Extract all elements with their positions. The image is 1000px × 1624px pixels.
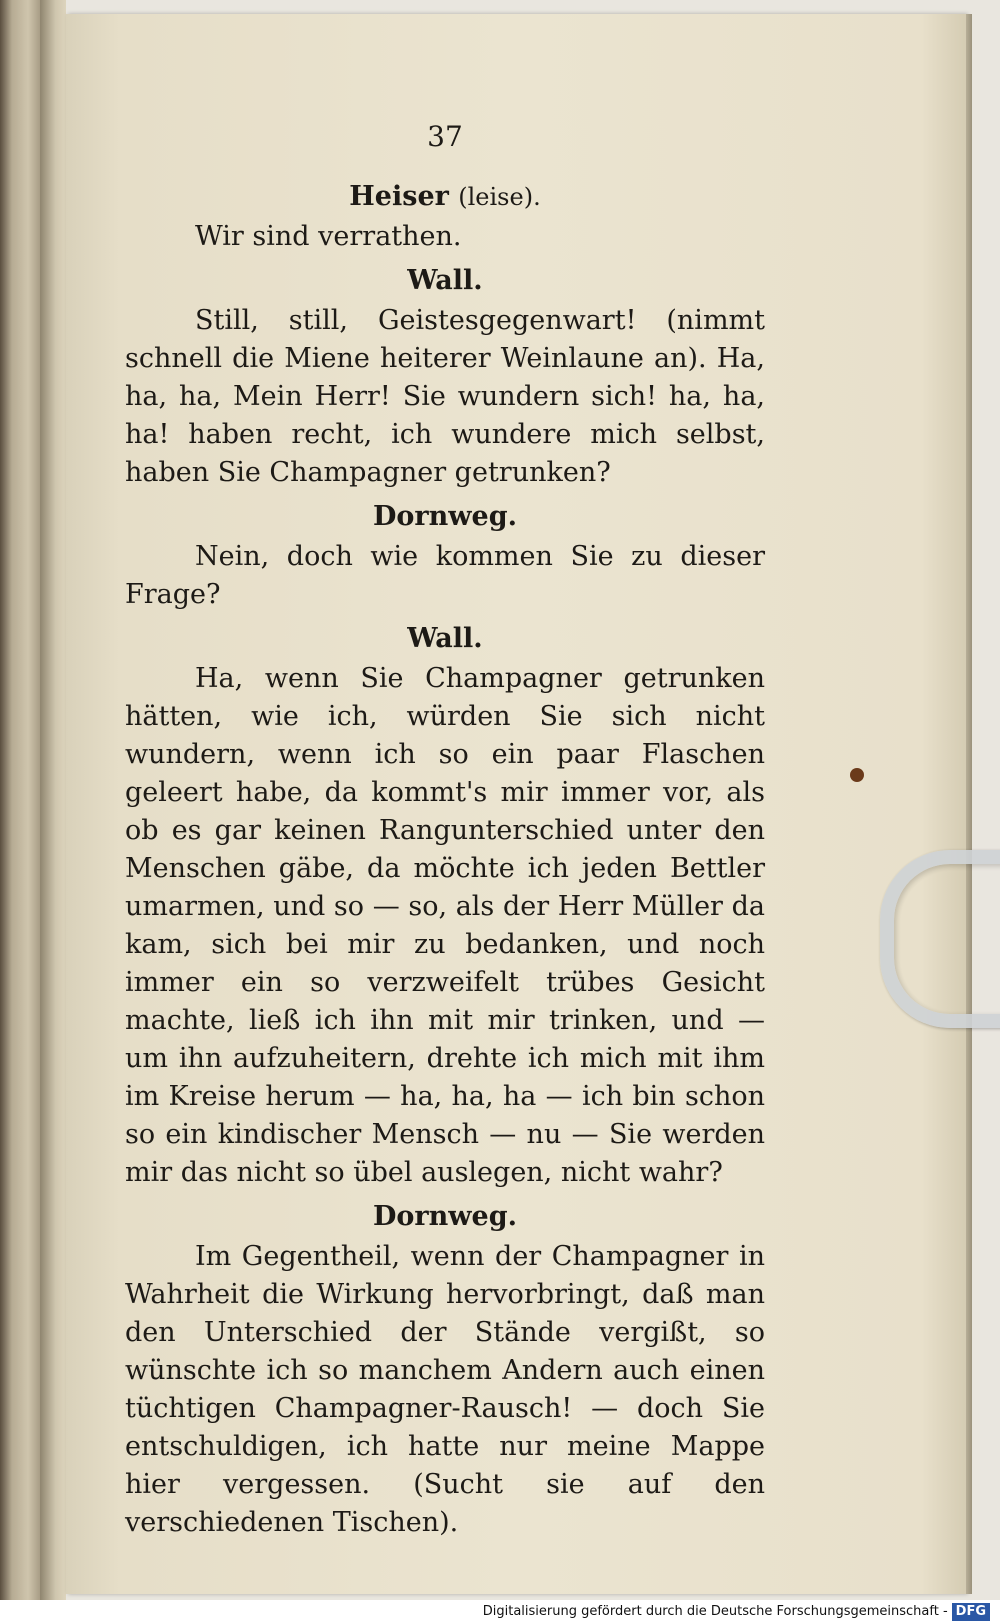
speaker-label: Wall.: [407, 265, 483, 296]
page-clip-icon: [880, 850, 1000, 1028]
dialogue-paragraph: Wir sind verrathen.: [195, 221, 462, 252]
dfg-logo: DFG: [952, 1603, 990, 1621]
facing-page-edge: [0, 0, 40, 1624]
speaker-name: [125, 1198, 765, 1236]
page-edge: [966, 14, 972, 1594]
speaker-label: Dornweg.: [373, 1201, 517, 1232]
speaker-name: [125, 178, 765, 216]
dialogue-paragraph: Still, still, Geistesgegenwart! (nimmt schnell die Miene heiterer Weinlaune an). Ha, ha, ha, Mein Herr! Sie wundern sich! ha, ha, ha! haben recht, ich wundere mich selbst, haben Sie Champagner getrunken?: [125, 305, 765, 488]
text-blocks: [125, 178, 765, 1542]
page-text: [125, 118, 765, 1544]
digitization-footer: [0, 1600, 1000, 1624]
speaker-name: [125, 620, 765, 658]
footer-text: Digitalisierung gefördert durch die Deutsche Forschungsgemeinschaft -: [482, 1604, 948, 1619]
book-spine: [40, 0, 66, 1624]
dialogue-paragraph: Ha, wenn Sie Champagner getrunken hätten, wie ich, würden Sie sich nicht wundern, wenn ich so ein paar Flaschen geleert habe, da kommt's mir immer vor, als ob es gar keinen Rangunterschied unter den Menschen gäbe, da möchte ich jeden Bettler umarmen, und so — so, als der Herr Müller da kam, sich bei mir zu bedanken, und noch immer ein so verzweifelt trübes Gesicht machte, ließ ich ihn mit mir trinken, und — um ihn aufzuheitern, drehte ich mich mit ihm im Kreise herum — ha, ha, ha — ich bin schon so ein kindischer Mensch — nu — Sie werden mir das nicht so übel auslegen, nicht wahr?: [125, 663, 765, 1188]
stage-direction: (leise).: [458, 183, 541, 211]
speaker-name: [125, 498, 765, 536]
speaker-label: Wall.: [407, 623, 483, 654]
speaker-name: [125, 262, 765, 300]
dialogue-paragraph: Im Gegentheil, wenn der Champagner in Wahrheit die Wirkung hervorbringt, daß man den Unterschied der Stände vergißt, so wünschte ich so manchem Andern auch einen tüchtigen Champagner-Rausch! — doch Sie entschuldigen, ich hatte nur meine Mappe hier vergessen. (Sucht sie auf den verschiedenen Tischen).: [125, 1241, 765, 1538]
speaker-label: Heiser: [349, 181, 449, 212]
ink-stain: [850, 768, 864, 782]
dialogue-paragraph: Nein, doch wie kommen Sie zu dieser Frage?: [125, 541, 765, 610]
speaker-label: Dornweg.: [373, 501, 517, 532]
page-number: 37: [427, 120, 463, 153]
